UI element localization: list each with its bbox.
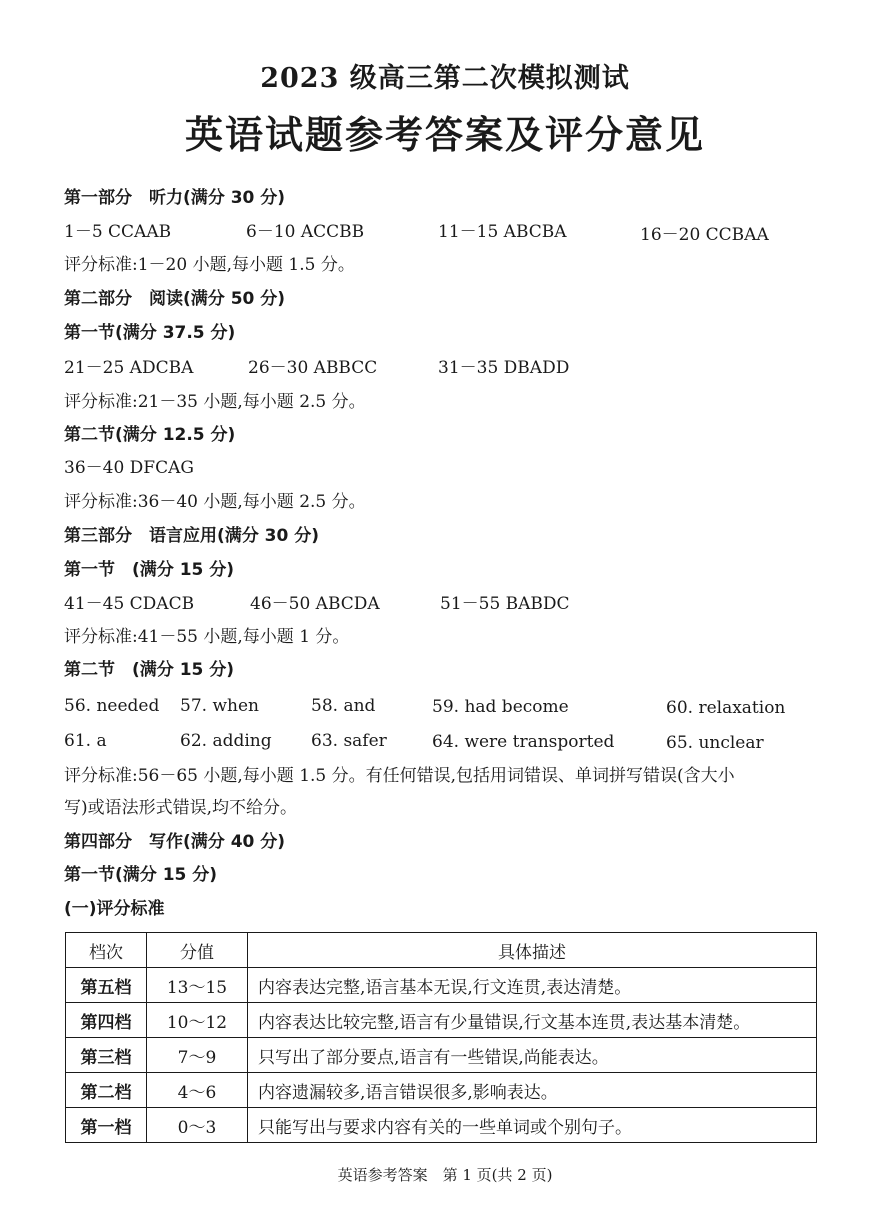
answer-group: 11－15 ABCBA	[438, 222, 567, 242]
table-row	[66, 968, 817, 1003]
answer-group: 6－10 ACCBB	[246, 222, 365, 242]
grade-description: 内容表达比较完整,语言有少量错误,行文基本连贯,表达基本清楚。	[248, 1003, 817, 1038]
table-row	[66, 1038, 817, 1073]
cloze-answer: 59. had become	[432, 697, 569, 717]
part2-section1-heading: 第一节(满分 37.5 分)	[64, 323, 236, 343]
exam-title: 2023 级高三第二次模拟测试	[260, 63, 630, 94]
part4-section1-heading: 第一节(满分 15 分)	[64, 865, 218, 885]
cloze-answer: 58. and	[311, 696, 376, 716]
score-range: 13～15	[147, 968, 248, 1003]
part3-section2-heading: 第二节 (满分 15 分)	[64, 660, 235, 680]
part2-section2-criteria: 评分标准:36－40 小题,每小题 2.5 分。	[64, 492, 366, 512]
part3-section2-criteria: 评分标准:56－65 小题,每小题 1.5 分。有任何错误,包括用词错误、单词拼写错误(含大小	[64, 766, 735, 786]
cloze-answer: 57. when	[180, 696, 259, 716]
grade-level: 第一档	[66, 1108, 147, 1143]
grade-description: 只写出了部分要点,语言有一些错误,尚能表达。	[248, 1038, 817, 1073]
answer-group: 16－20 CCBAA	[640, 225, 769, 245]
answer-group: 36－40 DFCAG	[64, 458, 194, 478]
table-row	[66, 1108, 817, 1143]
part3-section2-criteria-cont: 写)或语法形式错误,均不给分。	[64, 798, 298, 818]
grade-level: 第二档	[66, 1073, 147, 1108]
cloze-answer: 62. adding	[180, 731, 272, 751]
cloze-answer: 64. were transported	[432, 732, 615, 752]
score-range: 0～3	[147, 1108, 248, 1143]
part4-heading: 第四部分 写作(满分 40 分)	[64, 832, 286, 852]
part3-section1-heading: 第一节 (满分 15 分)	[64, 560, 235, 580]
table-header-row	[66, 933, 817, 968]
grade-level: 第三档	[66, 1038, 147, 1073]
part1-heading: 第一部分 听力(满分 30 分)	[64, 188, 286, 208]
answer-group: 26－30 ABBCC	[248, 358, 378, 378]
part3-section1-criteria: 评分标准:41－55 小题,每小题 1 分。	[64, 627, 350, 647]
part2-section1-criteria: 评分标准:21－35 小题,每小题 2.5 分。	[64, 392, 366, 412]
column-header: 具体描述	[248, 933, 817, 968]
grade-description: 内容表达完整,语言基本无误,行文连贯,表达清楚。	[248, 968, 817, 1003]
cloze-answer: 63. safer	[311, 731, 387, 751]
score-range: 4～6	[147, 1073, 248, 1108]
answer-group: 31－35 DBADD	[438, 358, 570, 378]
part1-criteria: 评分标准:1－20 小题,每小题 1.5 分。	[64, 255, 355, 275]
grade-description: 只能写出与要求内容有关的一些单词或个别句子。	[248, 1108, 817, 1143]
column-header: 档次	[66, 933, 147, 968]
table-row	[66, 1003, 817, 1038]
column-header: 分值	[147, 933, 248, 968]
grading-table	[65, 932, 817, 1143]
table-row	[66, 1073, 817, 1108]
answer-group: 1－5 CCAAB	[64, 222, 172, 242]
grading-criteria-heading: (一)评分标准	[64, 899, 165, 919]
grade-level: 第四档	[66, 1003, 147, 1038]
score-range: 7～9	[147, 1038, 248, 1073]
grade-level: 第五档	[66, 968, 147, 1003]
part2-heading: 第二部分 阅读(满分 50 分)	[64, 289, 286, 309]
document-title: 英语试题参考答案及评分意见	[184, 113, 705, 157]
answer-group: 46－50 ABCDA	[250, 594, 380, 614]
page-footer: 英语参考答案 第 1 页(共 2 页)	[337, 1166, 553, 1184]
part3-heading: 第三部分 语言应用(满分 30 分)	[64, 526, 320, 546]
answer-group: 51－55 BABDC	[440, 594, 570, 614]
cloze-answer: 65. unclear	[666, 733, 764, 753]
cloze-answer: 56. needed	[64, 696, 160, 716]
part2-section2-heading: 第二节(满分 12.5 分)	[64, 425, 236, 445]
cloze-answer: 61. a	[64, 731, 107, 751]
score-range: 10～12	[147, 1003, 248, 1038]
answer-group: 41－45 CDACB	[64, 594, 195, 614]
answer-group: 21－25 ADCBA	[64, 358, 194, 378]
grade-description: 内容遗漏较多,语言错误很多,影响表达。	[248, 1073, 817, 1108]
cloze-answer: 60. relaxation	[666, 698, 786, 718]
